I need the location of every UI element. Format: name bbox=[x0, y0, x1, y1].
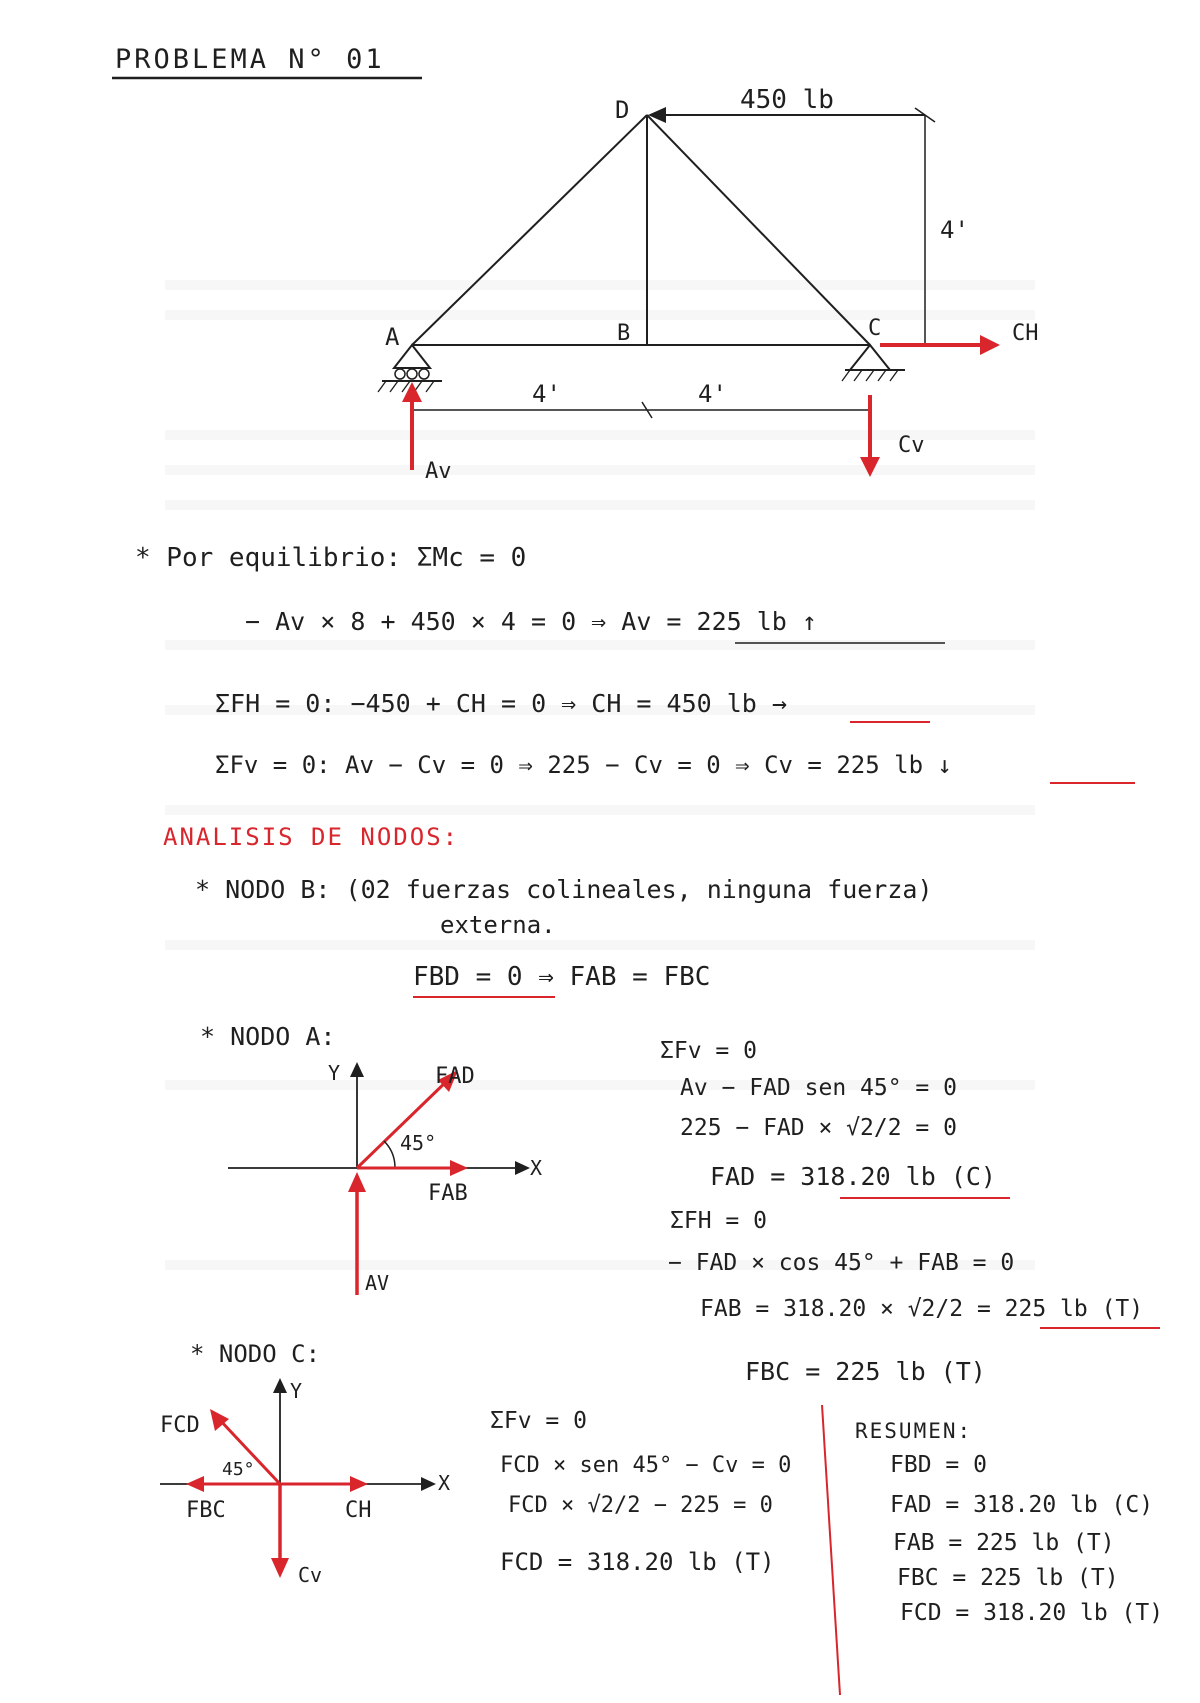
svg-text:FCD = 318.20 lb (T): FCD = 318.20 lb (T) bbox=[500, 1548, 775, 1576]
svg-text:FCD × sen 45° − Cv = 0: FCD × sen 45° − Cv = 0 bbox=[500, 1453, 792, 1478]
reaction-Av-label: Av bbox=[425, 459, 452, 484]
node-B-result: FBD = 0 ⇒ FAB = FBC bbox=[413, 962, 711, 992]
equation-moment: − Av × 8 + 450 × 4 = 0 ⇒ Av = 225 lb ↑ bbox=[245, 607, 817, 636]
node-C-section bbox=[160, 1340, 791, 1587]
summary-item-3: FBC = 225 lb (T) bbox=[897, 1565, 1119, 1591]
node-B-heading-cont: externa. bbox=[440, 911, 556, 939]
reaction-CH-label: CH bbox=[1012, 321, 1039, 346]
svg-text:ΣFv = 0: ΣFv = 0 bbox=[660, 1038, 757, 1064]
svg-text:ΣFv = 0: ΣFv = 0 bbox=[490, 1408, 587, 1434]
summary-divider bbox=[822, 1405, 840, 1695]
node-A-heading: * NODO A: bbox=[200, 1022, 336, 1051]
node-label-D: D bbox=[615, 96, 630, 124]
reaction-Cv-label: Cv bbox=[898, 433, 925, 458]
node-label-B: B bbox=[617, 321, 631, 346]
svg-text:FAD = 318.20 lb (C): FAD = 318.20 lb (C) bbox=[710, 1162, 996, 1191]
support-C-pin bbox=[842, 345, 905, 381]
page-title: PROBLEMA N° 01 bbox=[115, 44, 385, 75]
node-C-Cv-label: Cv bbox=[298, 1563, 323, 1587]
height-label: 4' bbox=[940, 216, 969, 244]
equilibrium-section bbox=[135, 543, 1135, 783]
node-A-x-label: X bbox=[530, 1156, 543, 1180]
load-label: 450 lb bbox=[740, 85, 834, 115]
node-B-heading: * NODO B: (02 fuerzas colineales, ninguna fuerza) bbox=[195, 875, 933, 904]
equilibrium-heading: * Por equilibrio: ΣMc = 0 bbox=[135, 543, 527, 573]
node-C-angle-label: 45° bbox=[222, 1459, 255, 1480]
svg-text:ΣFH = 0: ΣFH = 0 bbox=[670, 1208, 767, 1234]
summary-item-1: FAD = 318.20 lb (C) bbox=[890, 1492, 1154, 1518]
node-C-x-label: X bbox=[438, 1471, 451, 1495]
node-A-y-label: Y bbox=[328, 1061, 341, 1085]
summary-item-0: FBD = 0 bbox=[890, 1452, 987, 1478]
summary-title: RESUMEN: bbox=[855, 1419, 973, 1443]
equation-horizontal: ΣFH = 0: −450 + CH = 0 ⇒ CH = 450 lb → bbox=[215, 689, 787, 718]
node-label-A: A bbox=[385, 323, 400, 351]
summary-item-4: FCD = 318.20 lb (T) bbox=[900, 1600, 1164, 1626]
node-A-equations bbox=[660, 1038, 1160, 1386]
node-A-section bbox=[200, 1022, 1160, 1386]
span-label-AB: 4' bbox=[532, 380, 561, 408]
equation-vertical: ΣFv = 0: Av − Cv = 0 ⇒ 225 − Cv = 0 ⇒ Cv = 225 lb ↓ bbox=[215, 751, 952, 779]
summary-item-2: FAB = 225 lb (T) bbox=[893, 1530, 1115, 1556]
summary-section bbox=[822, 1405, 1163, 1695]
node-A-Av-label: AV bbox=[365, 1271, 390, 1295]
svg-text:Av − FAD sen 45° = 0: Av − FAD sen 45° = 0 bbox=[680, 1075, 957, 1101]
node-C-equations bbox=[490, 1408, 791, 1576]
analysis-title: ANALISIS DE NODOS: bbox=[163, 823, 460, 851]
node-label-C: C bbox=[868, 316, 882, 341]
node-A-angle-label: 45° bbox=[400, 1131, 437, 1155]
support-A-roller bbox=[378, 345, 442, 392]
node-C-y-label: Y bbox=[290, 1379, 303, 1403]
load-arrow-head bbox=[648, 107, 666, 123]
svg-text:− FAD × cos 45° + FAB = 0: − FAD × cos 45° + FAB = 0 bbox=[668, 1250, 1015, 1276]
svg-text:225 − FAD × √2/2 = 0: 225 − FAD × √2/2 = 0 bbox=[680, 1115, 957, 1141]
node-C-FBC-label: FBC bbox=[186, 1498, 226, 1523]
svg-text:FBC = 225 lb (T): FBC = 225 lb (T) bbox=[745, 1357, 986, 1386]
node-C-heading: * NODO C: bbox=[190, 1340, 321, 1368]
node-B-section bbox=[195, 875, 933, 997]
node-C-CH-label: CH bbox=[345, 1498, 372, 1523]
node-A-FAD-label: FAD bbox=[435, 1064, 475, 1089]
span-label-BC: 4' bbox=[698, 380, 727, 408]
node-A-FAB-label: FAB bbox=[428, 1181, 468, 1206]
svg-text:FAB = 318.20 × √2/2 = 225 lb (: FAB = 318.20 × √2/2 = 225 lb (T) bbox=[700, 1296, 1144, 1322]
svg-text:FCD × √2/2 − 225 = 0: FCD × √2/2 − 225 = 0 bbox=[508, 1493, 773, 1518]
node-C-FCD-label: FCD bbox=[160, 1413, 200, 1438]
